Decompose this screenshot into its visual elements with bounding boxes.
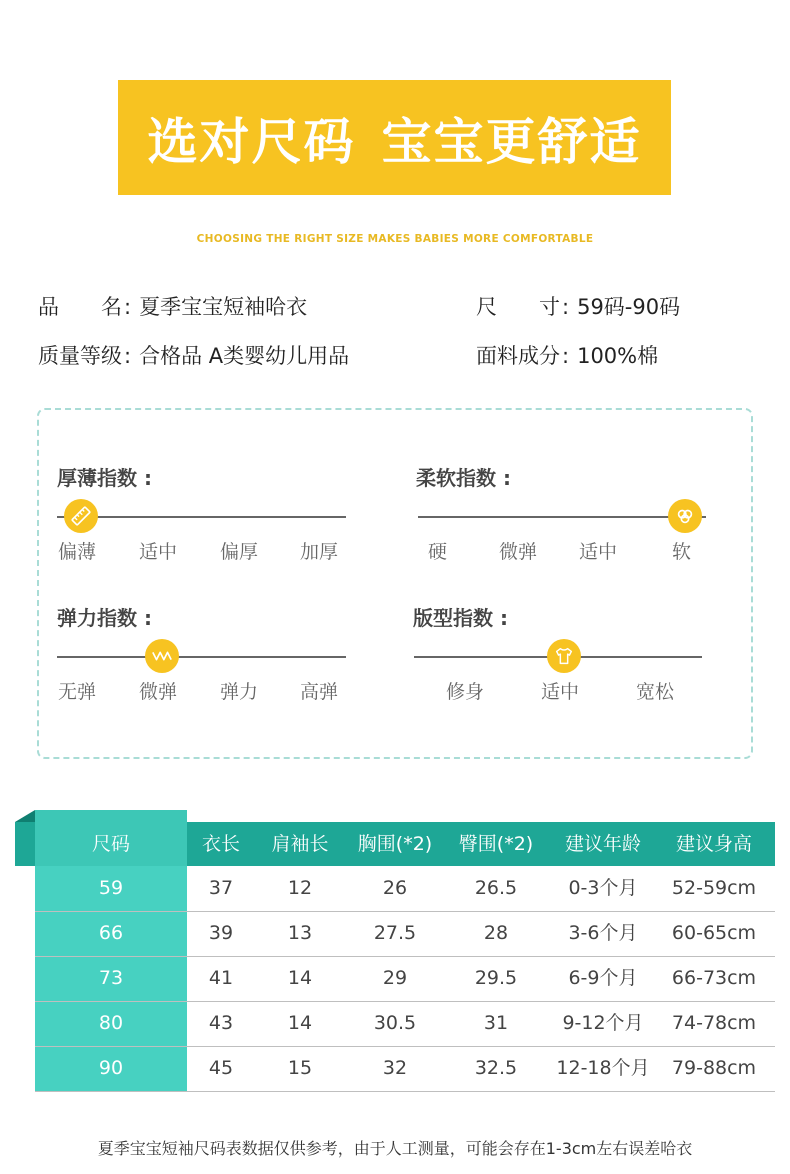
table-cell: 41 — [208, 967, 234, 989]
table-cell: 3-6个月 — [568, 922, 638, 944]
product-name-value: 夏季宝宝短袖哈衣 — [139, 295, 308, 319]
table-cell: 14 — [287, 967, 313, 989]
row-divider — [35, 1091, 775, 1092]
header-fold — [15, 810, 35, 822]
header-age: 建议年龄 — [564, 833, 641, 855]
table-cell: 15 — [287, 1057, 313, 1079]
table-cell: 14 — [287, 1012, 313, 1034]
elasticity-label: 无弹 — [58, 681, 97, 703]
thickness-index-title: 厚薄指数 : — [57, 466, 152, 490]
table-cell: 45 — [208, 1057, 234, 1079]
header-size: 尺码 — [91, 833, 130, 855]
tshirt-icon — [547, 639, 581, 673]
table-cell: 27.5 — [373, 922, 417, 944]
thickness-scale-line — [57, 516, 346, 518]
fabric-label: 面料成分 — [476, 344, 560, 368]
softness-label: 适中 — [579, 541, 618, 563]
quality-value: 合格品 A类婴幼儿用品 — [139, 344, 350, 368]
table-cell: 12 — [287, 877, 313, 899]
product-name-row: 品 名: 夏季宝宝短袖哈衣 — [38, 291, 307, 321]
header-chest: 胸围(*2) — [357, 833, 433, 855]
table-cell: 29.5 — [474, 967, 518, 989]
stretch-icon — [145, 639, 179, 673]
table-cell: 60-65cm — [671, 922, 757, 944]
table-cell: 30.5 — [373, 1012, 417, 1034]
product-name-label: 品 名 — [38, 295, 122, 319]
table-cell: 9-12个月 — [562, 1012, 644, 1034]
elasticity-label: 高弹 — [300, 681, 339, 703]
size-value: 59码-90码 — [577, 295, 681, 319]
elasticity-label: 弹力 — [220, 681, 259, 703]
fit-label: 宽松 — [636, 681, 675, 703]
size-label: 尺 寸 — [476, 295, 560, 319]
table-cell: 66-73cm — [671, 967, 757, 989]
footer-note: 夏季宝宝短袖尺码表数据仅供参考，由于人工测量，可能会存在1-3cm左右误差哈衣 — [97, 1139, 693, 1158]
table-cell: 26.5 — [474, 877, 518, 899]
header-length: 衣长 — [201, 833, 240, 855]
fit-label: 修身 — [446, 681, 485, 703]
table-cell: 32.5 — [474, 1057, 518, 1079]
table-cell: 0-3个月 — [568, 877, 638, 899]
cotton-icon — [668, 499, 702, 533]
table-cell: 37 — [208, 877, 234, 899]
table-cell: 31 — [483, 1012, 509, 1034]
fabric-index-panel — [37, 408, 753, 759]
table-cell: 26 — [382, 877, 408, 899]
table-cell: 13 — [287, 922, 313, 944]
table-cell: 28 — [483, 922, 509, 944]
fabric-row: 面料成分: 100%棉 — [476, 340, 658, 370]
softness-label: 微弹 — [499, 541, 538, 563]
banner-title — [148, 102, 642, 174]
table-cell: 12-18个月 — [556, 1057, 650, 1079]
table-cell-size: 90 — [98, 1057, 124, 1079]
softness-scale-line — [418, 516, 706, 518]
elasticity-label: 微弹 — [139, 681, 178, 703]
banner-title-part2: 宝宝更舒适 — [381, 112, 642, 171]
fit-index-title: 版型指数 : — [413, 606, 508, 630]
fabric-value: 100%棉 — [577, 344, 659, 368]
thickness-label: 加厚 — [300, 541, 339, 563]
thickness-label: 偏薄 — [58, 541, 97, 563]
table-cell-size: 73 — [98, 967, 124, 989]
size-range-row: 尺 寸: 59码-90码 — [476, 291, 680, 321]
banner-title-part1: 选对尺码 — [147, 112, 356, 171]
thickness-label: 适中 — [139, 541, 178, 563]
table-cell: 32 — [382, 1057, 408, 1079]
table-cell-size: 66 — [98, 922, 124, 944]
size-chart-table — [15, 810, 775, 1092]
quality-label: 质量等级 — [38, 344, 122, 368]
title-banner — [118, 80, 671, 195]
fit-label: 适中 — [541, 681, 580, 703]
table-cell: 6-9个月 — [568, 967, 638, 989]
table-cell: 52-59cm — [671, 877, 757, 899]
quality-row: 质量等级: 合格品 A类婴幼儿用品 — [38, 340, 349, 370]
table-cell: 29 — [382, 967, 408, 989]
softness-index-title: 柔软指数 : — [416, 466, 511, 490]
banner-subtitle: CHOOSING THE RIGHT SIZE MAKES BABIES MORE COMFORTABLE — [196, 233, 594, 245]
table-cell-size: 59 — [98, 877, 124, 899]
thickness-label: 偏厚 — [220, 541, 259, 563]
elasticity-index-title: 弹力指数 : — [57, 606, 152, 630]
elasticity-scale-line — [57, 656, 346, 658]
header-height: 建议身高 — [675, 833, 752, 855]
table-cell: 39 — [208, 922, 234, 944]
header-sleeve: 肩袖长 — [271, 833, 329, 855]
table-cell: 74-78cm — [671, 1012, 757, 1034]
softness-label: 硬 — [428, 541, 448, 563]
table-cell: 43 — [208, 1012, 234, 1034]
table-cell-size: 80 — [98, 1012, 124, 1034]
ruler-icon — [64, 499, 98, 533]
softness-label: 软 — [672, 541, 692, 563]
table-cell: 79-88cm — [671, 1057, 757, 1079]
header-hip: 臀围(*2) — [458, 833, 534, 855]
